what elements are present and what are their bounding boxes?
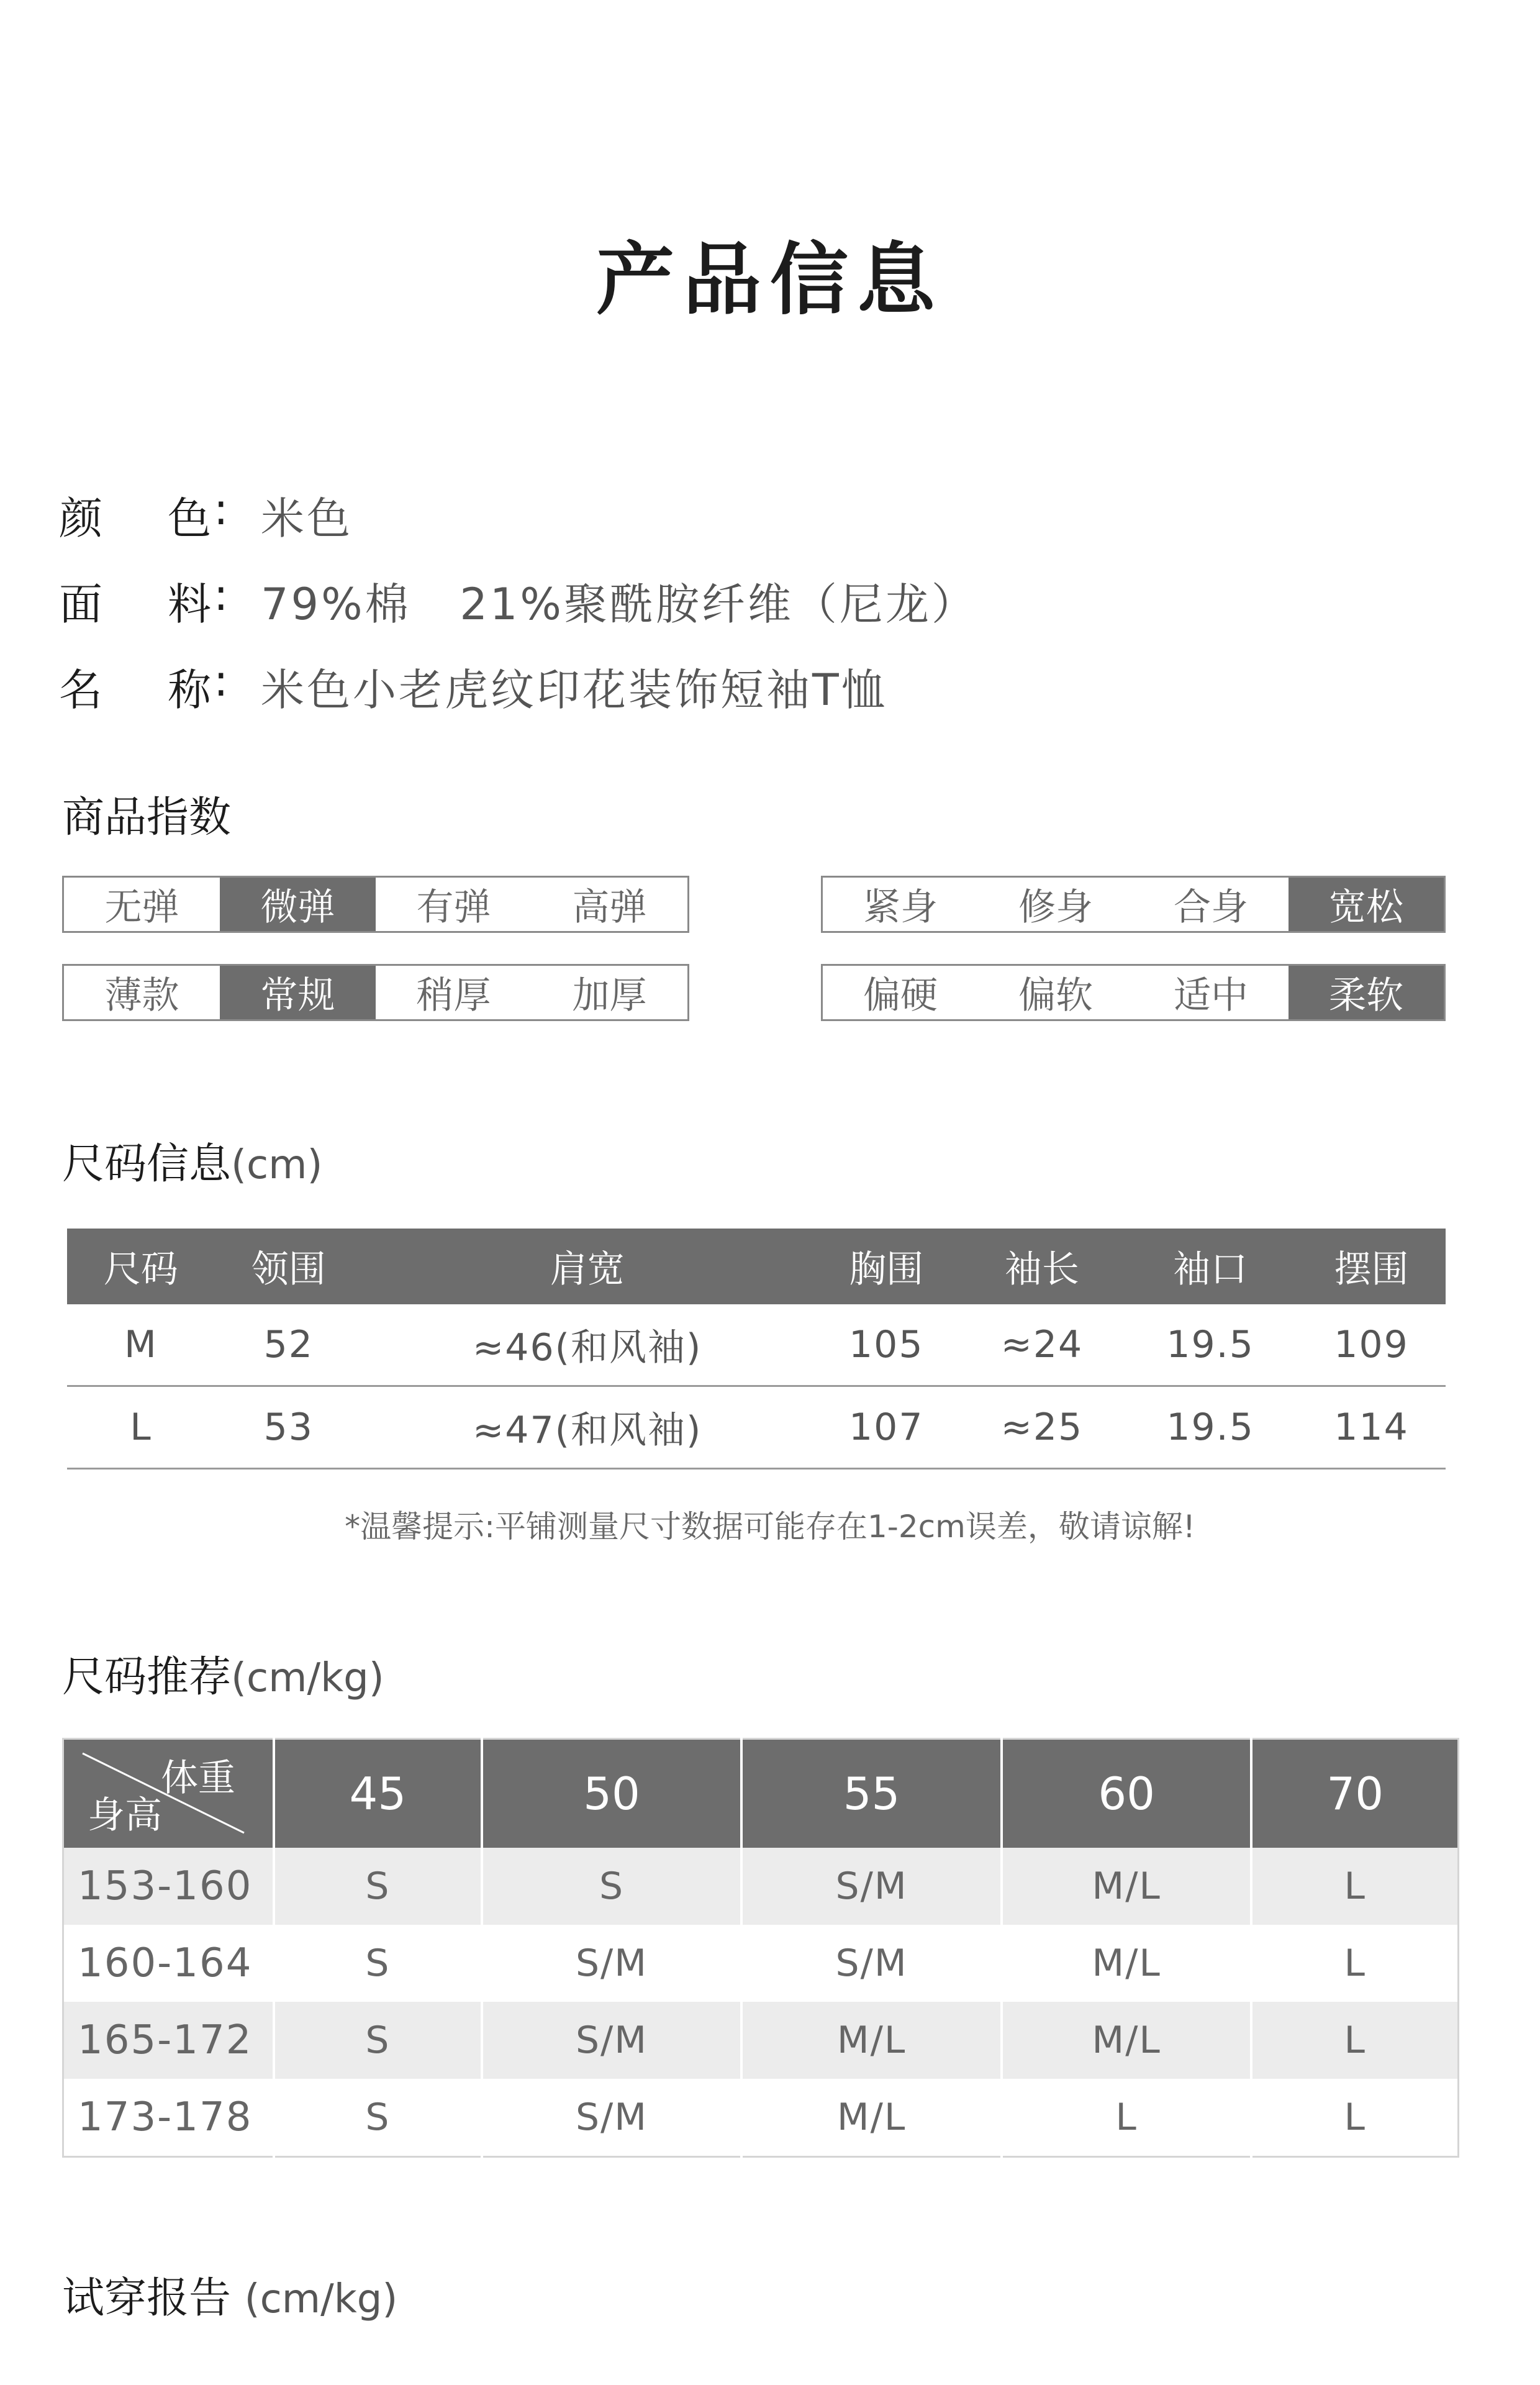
recommend-section-title xyxy=(62,1643,384,1704)
table-cell: ≈25 xyxy=(961,1386,1123,1469)
index-section-title xyxy=(62,784,231,844)
size-cell: S/M xyxy=(482,2079,742,2157)
size-cell: S/M xyxy=(741,1848,1002,1925)
report-section-title xyxy=(62,2265,397,2325)
size-cell: S xyxy=(482,1848,742,1925)
size-cell: S/M xyxy=(741,1925,1002,2002)
index-option: 偏软 xyxy=(1018,974,1093,1017)
index-option-active: 常规 xyxy=(220,966,376,1019)
header-cell: 肩宽 xyxy=(363,1229,812,1304)
measurement-note: *温馨提示:平铺测量尺寸数据可能存在1-2cm误差，敬请谅解! xyxy=(345,1509,1195,1545)
size-cell: L xyxy=(1251,2002,1458,2079)
size-table xyxy=(67,1229,1446,1470)
index-option: 薄款 xyxy=(104,974,179,1017)
attr-label-char: 色 xyxy=(168,493,211,544)
index-option-active: 微弹 xyxy=(220,878,376,931)
index-option: 修身 xyxy=(1018,886,1093,929)
height-cell: 153-160 xyxy=(63,1848,274,1925)
section-unit: (cm/kg) xyxy=(231,1655,384,1701)
header-cell: 袖口 xyxy=(1123,1229,1297,1304)
index-option: 无弹 xyxy=(104,886,179,929)
table-row xyxy=(63,1925,1459,2002)
size-cell: S xyxy=(274,1848,482,1925)
header-cell: 袖长 xyxy=(961,1229,1123,1304)
size-cell: L xyxy=(1251,1925,1458,2002)
header-cell: 尺码 xyxy=(67,1229,215,1304)
section-unit: (cm/kg) xyxy=(244,2276,398,2322)
attr-label-char: 面 xyxy=(59,578,102,630)
attr-value: 79%棉 21%聚酰胺纤维（尼龙） xyxy=(261,578,977,630)
index-option: 合身 xyxy=(1174,886,1248,929)
table-cell: 114 xyxy=(1297,1386,1446,1469)
attr-fabric-row xyxy=(59,558,1487,643)
product-attributes xyxy=(59,472,1487,729)
attr-name-row xyxy=(59,643,1487,729)
table-cell: 109 xyxy=(1297,1304,1446,1386)
weight-header: 50 xyxy=(482,1739,742,1848)
table-row xyxy=(63,1848,1459,1925)
table-row xyxy=(63,2079,1459,2157)
height-cell: 173-178 xyxy=(63,2079,274,2157)
height-cell: 160-164 xyxy=(63,1925,274,2002)
corner-cell xyxy=(63,1739,274,1848)
weight-label: 体重 xyxy=(161,1756,235,1800)
weight-header: 60 xyxy=(1002,1739,1252,1848)
weight-header: 45 xyxy=(274,1739,482,1848)
size-cell: M/L xyxy=(1002,1925,1252,2002)
header-cell: 摆围 xyxy=(1297,1229,1446,1304)
table-row xyxy=(63,2002,1459,2079)
table-row xyxy=(67,1386,1446,1469)
attr-colon: : xyxy=(214,569,229,620)
height-label: 身高 xyxy=(88,1794,162,1837)
table-cell: 19.5 xyxy=(1123,1304,1297,1386)
table-cell: 52 xyxy=(215,1304,363,1386)
attr-colon: : xyxy=(214,655,229,706)
size-cell: M/L xyxy=(1002,2002,1252,2079)
table-cell: ≈47(和风袖) xyxy=(363,1386,812,1469)
attr-label-char: 料 xyxy=(168,578,211,630)
size-cell: L xyxy=(1251,1848,1458,1925)
table-cell: 105 xyxy=(812,1304,961,1386)
attr-label-char: 名 xyxy=(59,664,102,716)
attr-label xyxy=(59,570,261,632)
table-cell: ≈46(和风袖) xyxy=(363,1304,812,1386)
attr-color-row xyxy=(59,472,1487,558)
index-option-active: 柔软 xyxy=(1289,966,1444,1019)
section-title-text: 尺码推荐 xyxy=(62,1653,232,1702)
table-cell: 107 xyxy=(812,1386,961,1469)
table-cell: ≈24 xyxy=(961,1304,1123,1386)
softness-index xyxy=(821,964,1446,1021)
fit-index xyxy=(821,876,1446,933)
size-cell: M/L xyxy=(1002,1848,1252,1925)
size-cell: S/M xyxy=(482,2002,742,2079)
index-option: 偏硬 xyxy=(863,974,938,1017)
index-option: 高弹 xyxy=(572,886,647,929)
size-cell: S/M xyxy=(482,1925,742,2002)
size-cell: S xyxy=(274,2079,482,2157)
attr-label-char: 称 xyxy=(168,664,211,716)
header-cell: 胸围 xyxy=(812,1229,961,1304)
index-option: 紧身 xyxy=(863,886,938,929)
size-recommend-table xyxy=(62,1738,1459,2158)
table-cell: 19.5 xyxy=(1123,1386,1297,1469)
attr-value: 米色 xyxy=(261,493,353,544)
table-row xyxy=(67,1304,1446,1386)
table-cell: L xyxy=(67,1386,215,1469)
table-cell: 53 xyxy=(215,1386,363,1469)
attr-label-char: 颜 xyxy=(59,493,102,544)
recommend-header xyxy=(63,1739,1459,1848)
section-title-text: 尺码信息 xyxy=(62,1140,232,1189)
weight-header: 55 xyxy=(741,1739,1002,1848)
index-option: 适中 xyxy=(1174,974,1248,1017)
size-cell: M/L xyxy=(741,2079,1002,2157)
size-cell: M/L xyxy=(741,2002,1002,2079)
size-cell: L xyxy=(1251,2079,1458,2157)
attr-label xyxy=(59,484,261,547)
size-cell: S xyxy=(274,2002,482,2079)
header-cell: 领围 xyxy=(215,1229,363,1304)
thickness-index xyxy=(62,964,689,1021)
index-option: 有弹 xyxy=(416,886,491,929)
attr-label xyxy=(59,655,261,718)
size-cell: S xyxy=(274,1925,482,2002)
height-cell: 165-172 xyxy=(63,2002,274,2079)
index-option-active: 宽松 xyxy=(1289,878,1444,931)
weight-header: 70 xyxy=(1251,1739,1458,1848)
size-table-header xyxy=(67,1229,1446,1304)
page-title: 产品信息 xyxy=(596,234,944,325)
section-title-text: 试穿报告 xyxy=(62,2274,232,2323)
elasticity-index xyxy=(62,876,689,933)
section-unit: (cm) xyxy=(231,1142,323,1188)
size-section-title xyxy=(62,1130,322,1191)
attr-colon: : xyxy=(214,483,229,535)
index-option: 加厚 xyxy=(572,974,647,1017)
size-cell: L xyxy=(1002,2079,1252,2157)
attr-value: 米色小老虎纹印花装饰短袖T恤 xyxy=(261,664,887,716)
index-option: 稍厚 xyxy=(416,974,491,1017)
table-cell: M xyxy=(67,1304,215,1386)
section-title-text: 商品指数 xyxy=(62,793,232,842)
